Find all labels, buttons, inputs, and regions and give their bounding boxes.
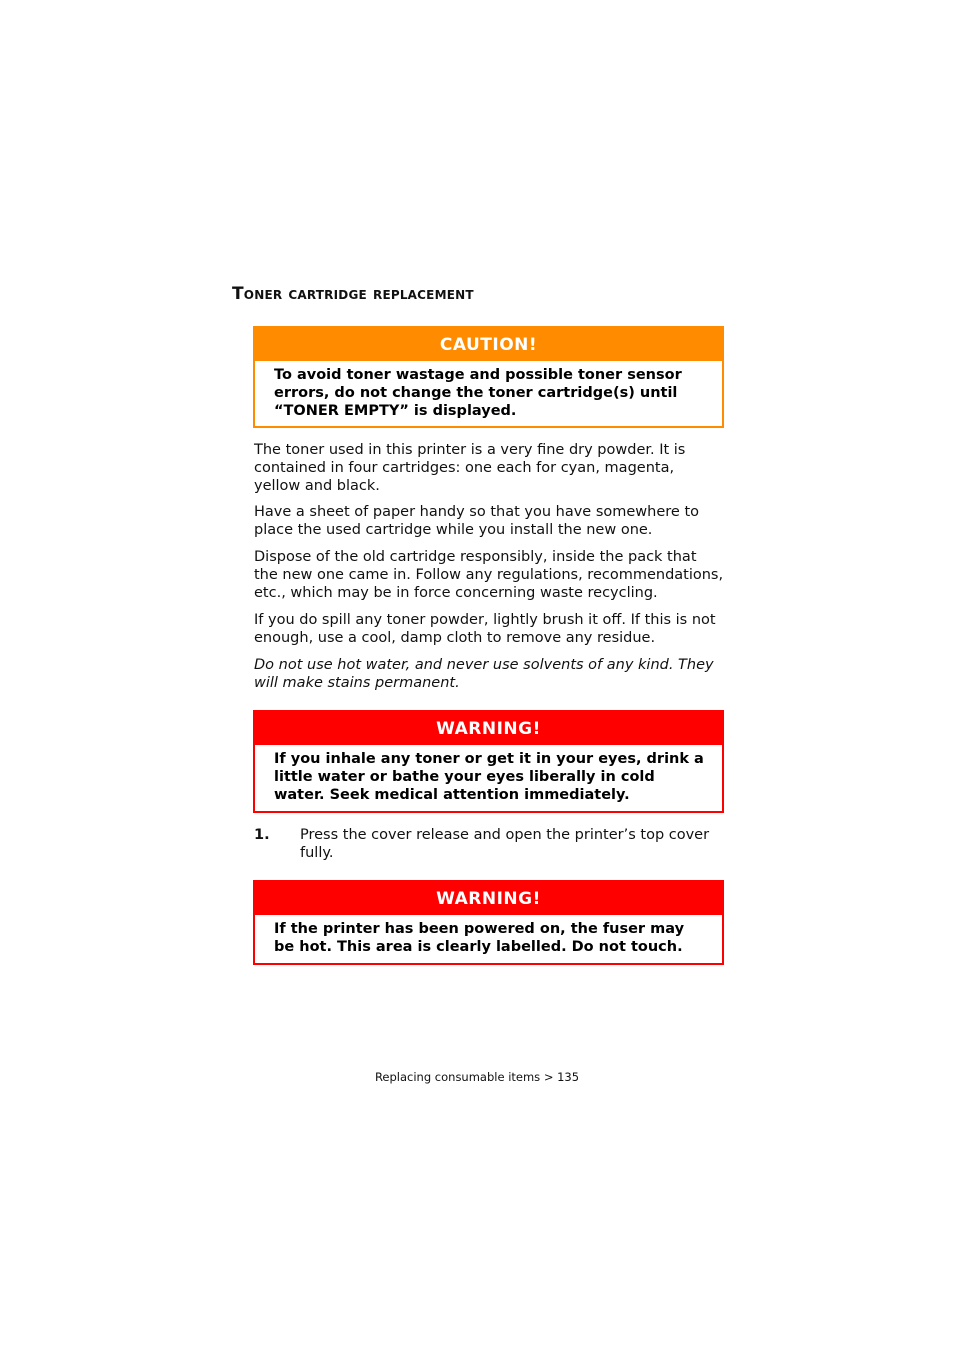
paragraph-spill: If you do spill any toner powder, lightly brush it off. If this is not enough, use a cool, damp cloth to remove any residue. xyxy=(254,612,716,646)
step-number: 1. xyxy=(254,827,270,843)
warning-box-inhale xyxy=(253,710,724,813)
warning-text: If you inhale any toner or get it in your eyes, drink a little water or bathe your eyes liberally in cold water. Seek medical attention immediately. xyxy=(274,751,704,803)
warning-text: If the printer has been powered on, the fuser may be hot. This area is clearly labelled. Do not touch. xyxy=(274,921,685,955)
warning-title: WARNING! xyxy=(255,882,722,915)
step-text: Press the cover release and open the printer’s top cover fully. xyxy=(300,827,710,861)
caution-box xyxy=(253,326,724,428)
paragraph-toner-description: The toner used in this printer is a very fine dry powder. It is contained in four cartridges: one each for cyan, magenta, yellow and black. xyxy=(254,442,686,494)
paragraph-dispose: Dispose of the old cartridge responsibly, inside the pack that the new one came in. Follow any regulations, recommendations, etc., which may be in force concerning waste recycling. xyxy=(254,549,724,601)
warning-box-fuser xyxy=(253,880,724,965)
step-1 xyxy=(254,826,724,862)
caution-title: CAUTION! xyxy=(255,328,722,361)
page-footer: Replacing consumable items > 135 xyxy=(374,1070,580,1084)
warning-title: WARNING! xyxy=(255,712,722,745)
paragraph-hot-water-note: Do not use hot water, and never use solvents of any kind. They will make stains permanent. xyxy=(254,657,714,691)
paragraph-paper-handy: Have a sheet of paper handy so that you have somewhere to place the used cartridge while you install the new one. xyxy=(254,504,700,538)
caution-text: To avoid toner wastage and possible toner sensor errors, do not change the toner cartridge(s) until “TONER EMPTY” is displayed. xyxy=(274,367,682,419)
section-heading: Toner cartridge replacement xyxy=(232,284,474,304)
